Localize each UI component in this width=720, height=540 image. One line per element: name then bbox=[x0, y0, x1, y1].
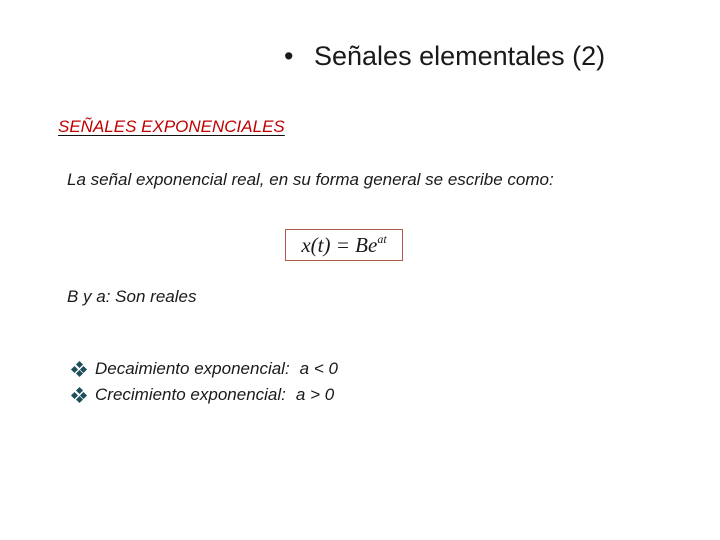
list-item-decay bbox=[72, 356, 338, 382]
list-item-condition: a < 0 bbox=[299, 359, 338, 378]
intro-text: La señal exponencial real, en su forma general se escribe como: bbox=[67, 170, 554, 189]
list-item-label: Crecimiento exponencial: bbox=[95, 385, 286, 404]
list-item-growth bbox=[72, 382, 338, 408]
section-heading: SEÑALES EXPONENCIALES bbox=[58, 117, 285, 136]
formula bbox=[301, 232, 386, 258]
params-note: B y a: Son reales bbox=[67, 287, 197, 306]
list-item-condition: a > 0 bbox=[295, 385, 335, 404]
title-bullet: • bbox=[284, 41, 294, 71]
list-item-label: Decaimiento exponencial: bbox=[95, 359, 290, 378]
four-diamond-icon bbox=[72, 362, 86, 376]
four-diamond-icon bbox=[72, 388, 86, 402]
slide-title bbox=[284, 36, 605, 76]
formula-box bbox=[285, 229, 403, 261]
formula-main: x(t) = Be bbox=[301, 233, 378, 257]
behavior-list bbox=[72, 356, 338, 408]
title-text: Señales elementales (2) bbox=[314, 41, 606, 71]
formula-exponent: at bbox=[377, 232, 387, 246]
